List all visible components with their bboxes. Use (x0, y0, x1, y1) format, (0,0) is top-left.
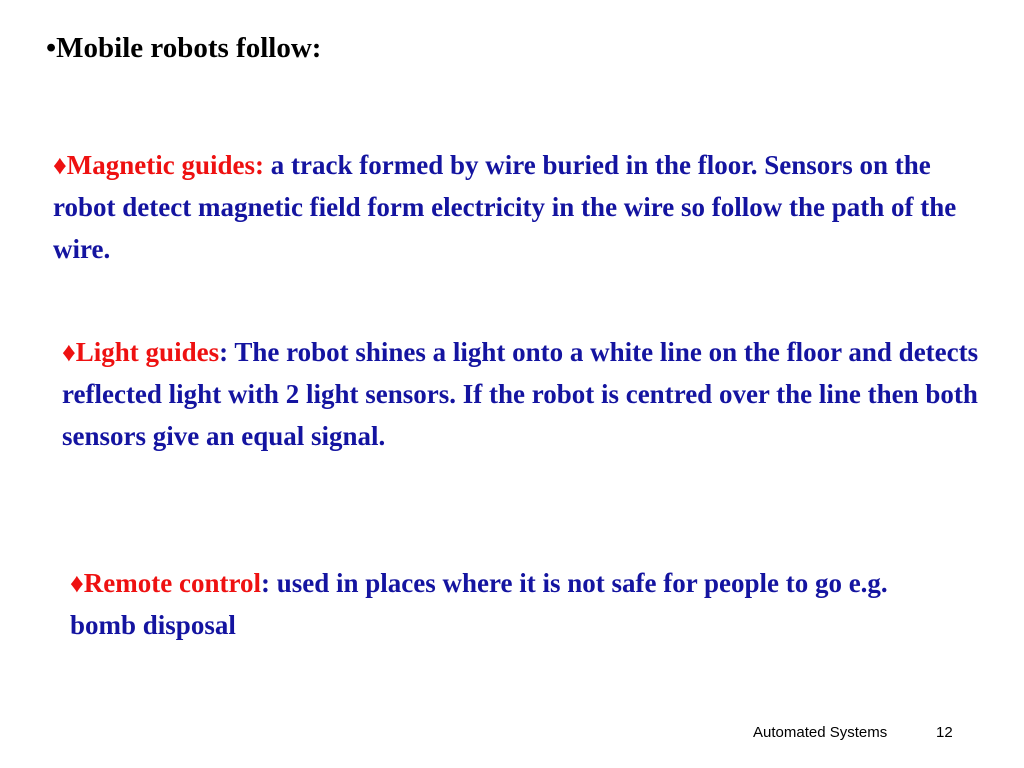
slide-title: •Mobile robots follow: (46, 32, 322, 64)
diamond-bullet-icon: ♦ (53, 150, 67, 180)
bullet-text: The robot shines a light onto a white line on the floor and detects reflected light with 2 light sensors. If the robot is centred over the line then both sensors give an equal signal. (62, 337, 979, 451)
page-number: 12 (936, 724, 953, 741)
footer-title: Automated Systems (753, 724, 888, 741)
bullet-light-guides (62, 331, 1012, 457)
bullet-text: a track formed by wire buried in the floor. Sensors on the robot detect magnetic field form electricity in the wire so follow the path of the wire. (53, 150, 957, 264)
bullet-term: Magnetic guides: (66, 150, 265, 180)
bullet-term: Remote control (83, 568, 261, 598)
bullet-text: used in places where it is not safe for people to go e.g. bomb disposal (70, 568, 888, 640)
bullet-colon: : (219, 337, 229, 367)
diamond-bullet-icon: ♦ (62, 337, 76, 367)
diamond-bullet-icon: ♦ (70, 568, 84, 598)
bullet-magnetic-guides (53, 144, 983, 270)
bullet-remote-control (70, 562, 900, 646)
bullet-colon: : (260, 568, 270, 598)
bullet-term: Light guides (75, 337, 220, 367)
